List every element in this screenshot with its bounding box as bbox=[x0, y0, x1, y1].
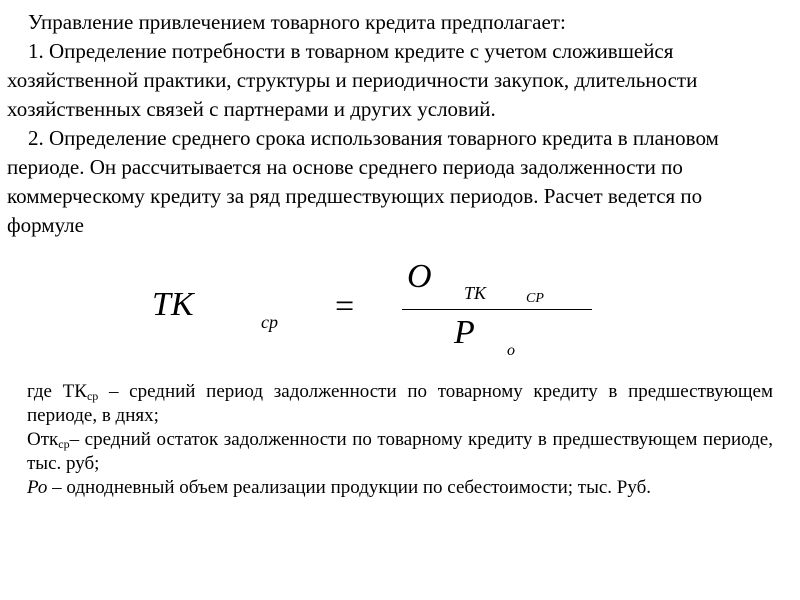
definition-2 bbox=[27, 428, 773, 476]
formula-numerator-subscript-1: ТК bbox=[464, 283, 486, 303]
definitions-prefix: где bbox=[27, 381, 63, 402]
formula bbox=[0, 250, 800, 370]
definition-2-term-subscript: ср bbox=[58, 437, 70, 451]
definition-1-text: – средний период задолженности по товарному кредиту в предшествующем периоде, в днях; bbox=[27, 381, 773, 426]
definition-3-term: Ро bbox=[27, 477, 48, 498]
definition-1-term: ТК bbox=[62, 381, 87, 402]
intro-paragraph-3: 2. Определение среднего срока использования товарного кредита в плановом периоде. Он рассчитывается на основе среднего периода задолженности по коммерческому кредиту за ряд предшествующих периодов. Расчет ведется по формуле bbox=[7, 126, 719, 237]
intro-paragraph-2: 1. Определение потребности в товарном кредите с учетом сложившейся хозяйственной практики, структуры и периодичности закупок, длительности хозяйственных связей с партнерами и других условий. bbox=[7, 39, 698, 121]
definitions bbox=[27, 380, 773, 500]
definition-3 bbox=[27, 476, 773, 500]
formula-numerator: О bbox=[407, 258, 432, 295]
intro-paragraph-1: Управление привлечением товарного кредита предполагает: bbox=[28, 10, 566, 34]
formula-equals: = bbox=[335, 288, 355, 325]
formula-numerator-subscript-2: СР bbox=[526, 291, 544, 306]
definition-3-text: – однодневный объем реализации продукции по себестоимости; тыс. Руб. bbox=[47, 477, 652, 498]
formula-denominator: Р bbox=[454, 314, 475, 351]
formula-fraction-line bbox=[402, 309, 592, 310]
formula-lhs-subscript: ср bbox=[261, 312, 278, 332]
formula-denominator-subscript: о bbox=[507, 342, 515, 359]
definition-1-term-subscript: ср bbox=[86, 389, 99, 403]
formula-lhs: ТК bbox=[152, 286, 194, 323]
definition-1 bbox=[27, 380, 773, 428]
intro-text bbox=[7, 8, 781, 240]
definition-2-term: Отк bbox=[27, 429, 59, 450]
definition-2-text: – средний остаток задолженности по товарному кредиту в предшествующем периоде, тыс. руб; bbox=[27, 429, 773, 474]
